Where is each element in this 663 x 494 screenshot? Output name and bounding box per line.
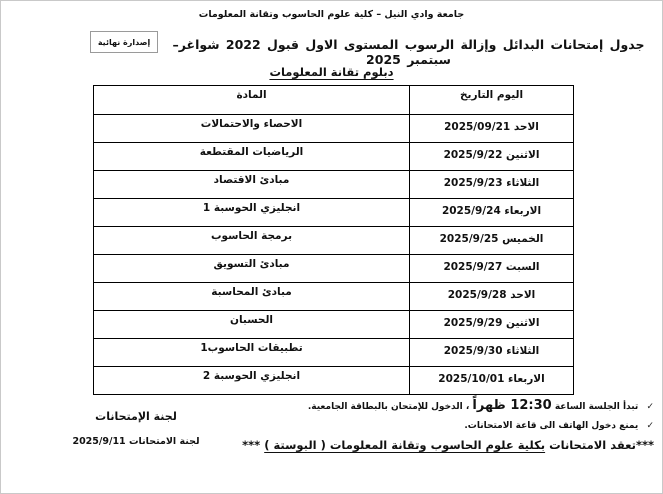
- cell-subject: مبادئ الاقتصاد: [94, 171, 410, 199]
- document-title: جدول إمتحانات البدائل وإزالة الرسوب المستوى الاول قبول 2022 شواغر– سبتمبر 2025: [172, 37, 645, 67]
- note-session-time-value: 12:30 ظهراً: [472, 398, 552, 413]
- table-row: [94, 367, 574, 395]
- cell-day-date: الاثنين 2025/9/29: [410, 311, 574, 339]
- cell-subject: برمجة الحاسوب: [94, 227, 410, 255]
- cell-day-date: الثلاثاء 2025/9/30: [410, 339, 574, 367]
- header-subject: المادة: [94, 86, 410, 115]
- cell-day-date: السبت 2025/9/27: [410, 255, 574, 283]
- table-row: [94, 339, 574, 367]
- signature-block: [67, 410, 205, 447]
- exam-schedule-table: [93, 85, 574, 395]
- table-row: [94, 143, 574, 171]
- cell-subject: مبادئ المحاسبة: [94, 283, 410, 311]
- table-row: [94, 255, 574, 283]
- table-header-row: [94, 86, 574, 115]
- program-subtitle: دبلوم تقانة المعلومات: [269, 65, 394, 79]
- note-session-suffix: ، الدخول للإمتحان بالبطاقة الجامعية.: [307, 402, 470, 412]
- table-row: [94, 311, 574, 339]
- checkmark-icon: ✓: [646, 402, 654, 412]
- cell-day-date: الاربعاء 2025/10/01: [410, 367, 574, 395]
- cell-subject: انجليزي الحوسبة 2: [94, 367, 410, 395]
- cell-day-date: الاربعاء 2025/9/24: [410, 199, 574, 227]
- table-row: [94, 227, 574, 255]
- cell-subject: تطبيقات الحاسوب1: [94, 339, 410, 367]
- version-label: إصدارة نهائية: [97, 37, 151, 47]
- committee-date: لجنة الامتحانات 2025/9/11: [72, 436, 200, 447]
- version-box: [90, 31, 158, 53]
- university-name: جامعة وادي النيل – كلية علوم الحاسوب وتقانة المعلومات: [198, 9, 465, 20]
- note-location-suffix: ***: [242, 438, 261, 452]
- table-row: [94, 283, 574, 311]
- note-location-prefix: ***تعقد الامتحانات: [545, 438, 654, 452]
- cell-subject: انجليزي الحوسبة 1: [94, 199, 410, 227]
- checkmark-icon: ✓: [646, 421, 654, 431]
- cell-day-date: الاحد 2025/9/28: [410, 283, 574, 311]
- cell-subject: الحسبان: [94, 311, 410, 339]
- header-day-date: اليوم التاريخ: [410, 86, 574, 115]
- table-row: [94, 199, 574, 227]
- cell-day-date: الخميس 2025/9/25: [410, 227, 574, 255]
- cell-subject: الاحصاء والاحتمالات: [94, 115, 410, 143]
- cell-day-date: الثلاثاء 2025/9/23: [410, 171, 574, 199]
- cell-subject: الرياضيات المقتطعة: [94, 143, 410, 171]
- table-row: [94, 171, 574, 199]
- note-phone-ban-text: يمنع دخول الهاتف الى قاعة الامتحانات.: [464, 421, 639, 431]
- committee-title: لجنة الإمتحانات: [95, 410, 177, 423]
- table-row: [94, 115, 574, 143]
- cell-day-date: الاثنين 2025/9/22: [410, 143, 574, 171]
- cell-day-date: الاحد 2025/09/21: [410, 115, 574, 143]
- note-session-prefix: تبدأ الجلسة الساعة: [551, 402, 639, 412]
- cell-subject: مبادئ التسويق: [94, 255, 410, 283]
- note-location-underlined: بكلية علوم الحاسوب وتقانة المعلومات ( البوستة ): [264, 438, 546, 452]
